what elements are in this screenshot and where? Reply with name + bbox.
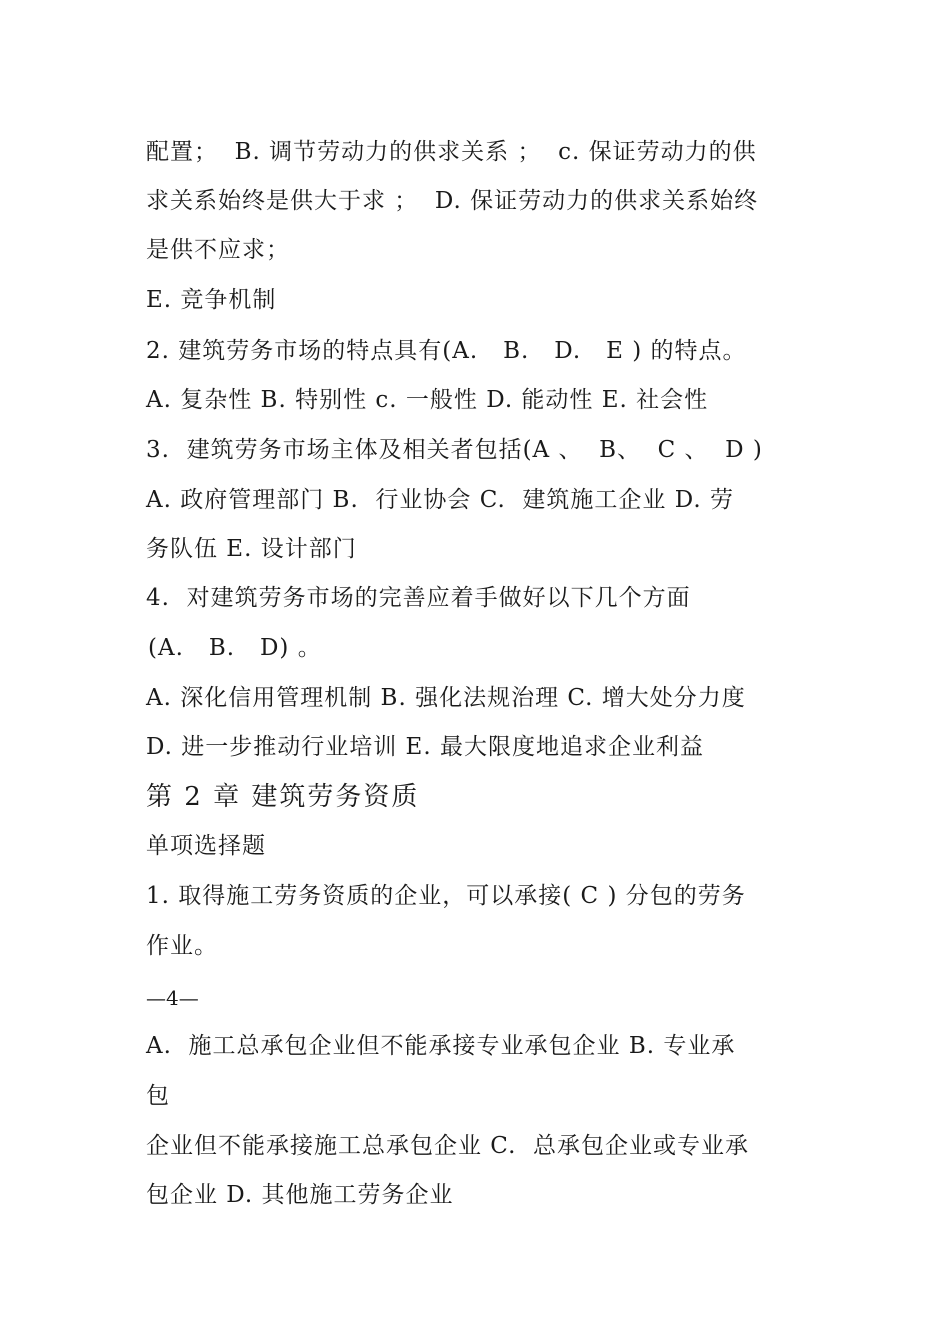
options-line: 包 xyxy=(146,1083,170,1109)
answer-line: (A. B. D) 。 xyxy=(148,635,322,661)
options-line: A. 施工总承包企业但不能承接专业承包企业 B. 专业承 xyxy=(146,1033,736,1059)
question-line: 3. 建筑劳务市场主体及相关者包括(A 、 B、 C 、 D ) xyxy=(146,437,763,463)
question-line: 1. 取得施工劳务资质的企业，可以承接( C ) 分包的劳务 xyxy=(146,883,746,909)
page-number: —4— xyxy=(146,986,199,1010)
text-line: 是供不应求； xyxy=(146,237,290,263)
question-line: 2. 建筑劳务市场的特点具有(A. B. D. E ) 的特点。 xyxy=(146,338,747,364)
text-line: 求关系始终是供大于求 ； D. 保证劳动力的供求关系始终 xyxy=(146,188,759,214)
options-line: 包企业 D. 其他施工劳务企业 xyxy=(146,1182,454,1208)
question-line: 4. 对建筑劳务市场的完善应着手做好以下几个方面 xyxy=(146,585,691,611)
chapter-heading: 第 2 章 建筑劳务资质 xyxy=(146,782,420,812)
text-line: E. 竞争机制 xyxy=(146,287,277,313)
options-line: 企业但不能承接施工总承包企业 C. 总承包企业或专业承 xyxy=(146,1133,750,1159)
options-line: A. 复杂性 B. 特别性 c. 一般性 D. 能动性 E. 社会性 xyxy=(146,387,709,413)
options-line: D. 进一步推动行业培训 E. 最大限度地追求企业利益 xyxy=(146,734,704,760)
options-line: 务队伍 E. 设计部门 xyxy=(146,536,357,562)
options-line: A. 深化信用管理机制 B. 强化法规治理 C. 增大处分力度 xyxy=(146,685,746,711)
text-line: 配置； B. 调节劳动力的供求关系 ； c. 保证劳动力的供 xyxy=(146,139,757,165)
text-line: 作业。 xyxy=(146,933,218,959)
section-heading: 单项选择题 xyxy=(146,833,266,859)
options-line: A. 政府管理部门 B. 行业协会 C. 建筑施工企业 D. 劳 xyxy=(146,487,734,513)
